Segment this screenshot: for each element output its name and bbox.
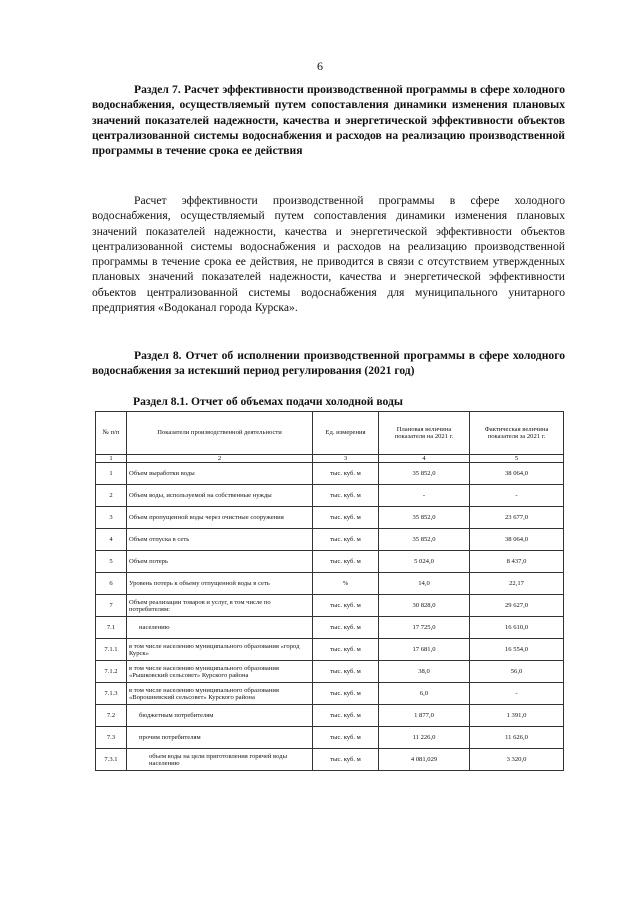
row-plan-value: 38,0: [379, 661, 470, 683]
table-row: [96, 617, 564, 639]
table-row: [96, 727, 564, 749]
row-plan-value: 6,0: [379, 683, 470, 705]
section-7-title: Раздел 7. Расчет эффективности производственной программы в сфере холодного водоснабжения, осуществляемый путем сопоставления динамики изменения плановых значений показателей надежности, качества и энергетической эффективности объектов централизованной системы водоснабжения и расходов на реализацию производственной программы в течение срока ее действия: [92, 83, 565, 158]
row-unit: тыс. куб. м: [313, 551, 379, 573]
column-number: 1: [96, 455, 127, 463]
row-plan-value: 4 081,029: [379, 749, 470, 771]
row-indicator: Объем пропущенной воды через очистные сооружения: [127, 507, 313, 529]
row-indicator: Объем отпуска в сеть: [127, 529, 313, 551]
row-unit: тыс. куб. м: [313, 661, 379, 683]
table-row: [96, 551, 564, 573]
section-8-title: Раздел 8. Отчет об исполнении производственной программы в сфере холодного водоснабжения за истекший период регулирования (2021 год): [92, 349, 565, 378]
row-number: 7.1.2: [96, 661, 127, 683]
row-plan-value: 14,0: [379, 573, 470, 595]
table-row: [96, 595, 564, 617]
row-fact-value: 11 626,0: [470, 727, 564, 749]
row-fact-value: 16 554,0: [470, 639, 564, 661]
row-indicator: бюджетным потребителям: [127, 705, 313, 727]
table-row: [96, 639, 564, 661]
header-fact: Фактическая величина показателя за 2021 г.: [470, 412, 564, 455]
row-fact-value: 16 610,0: [470, 617, 564, 639]
row-fact-value: 22,17: [470, 573, 564, 595]
row-unit: тыс. куб. м: [313, 749, 379, 771]
row-unit: тыс. куб. м: [313, 463, 379, 485]
row-indicator: объем воды на цели приготовления горячей воды населению: [127, 749, 313, 771]
row-number: 7: [96, 595, 127, 617]
column-number: 5: [470, 455, 564, 463]
row-plan-value: 35 852,0: [379, 507, 470, 529]
row-unit: тыс. куб. м: [313, 727, 379, 749]
row-plan-value: 35 852,0: [379, 463, 470, 485]
row-indicator: прочим потребителям: [127, 727, 313, 749]
table-header-row: [96, 412, 564, 455]
row-number: 5: [96, 551, 127, 573]
row-number: 7.1.1: [96, 639, 127, 661]
row-plan-value: 35 852,0: [379, 529, 470, 551]
column-number: 2: [127, 455, 313, 463]
table-row: [96, 573, 564, 595]
row-plan-value: 17 681,0: [379, 639, 470, 661]
table-row: [96, 661, 564, 683]
section-7-paragraph: Расчет эффективности производственной программы в сфере холодного водоснабжения, осуществляемый путем сопоставления динамики изменения плановых значений показателей надежности, качества и энергетической эффективности объектов централизованной системы водоснабжения и расходов на реализацию производственной программы в течение срока ее действия, не приводится в связи с отсутствием утвержденных плановых значений показателей надежности, качества и энергетической эффективности объектов централизованной системы водоснабжения для муниципального унитарного предприятия «Водоканал города Курска».: [92, 194, 565, 315]
section-8-1-title: Раздел 8.1. Отчет об объемах подачи холодной воды: [133, 395, 403, 408]
row-fact-value: 8 437,0: [470, 551, 564, 573]
table-row: [96, 749, 564, 771]
row-indicator: Объем воды, используемой на собственные нужды: [127, 485, 313, 507]
row-unit: тыс. куб. м: [313, 705, 379, 727]
row-fact-value: 3 320,0: [470, 749, 564, 771]
row-indicator: в том числе населению муниципального образования «город Курск»: [127, 639, 313, 661]
column-number: 3: [313, 455, 379, 463]
row-indicator: Объем выработки воды: [127, 463, 313, 485]
row-number: 7.2: [96, 705, 127, 727]
row-number: 6: [96, 573, 127, 595]
row-number: 1: [96, 463, 127, 485]
page-number: 6: [317, 59, 323, 73]
row-number: 7.1.3: [96, 683, 127, 705]
column-number-row: [96, 455, 564, 463]
table-row: [96, 463, 564, 485]
row-number: 7.3.1: [96, 749, 127, 771]
row-fact-value: 38 064,0: [470, 463, 564, 485]
row-fact-value: 1 391,0: [470, 705, 564, 727]
row-plan-value: 5 024,0: [379, 551, 470, 573]
row-fact-value: 38 064,0: [470, 529, 564, 551]
row-unit: тыс. куб. м: [313, 617, 379, 639]
row-number: 3: [96, 507, 127, 529]
row-indicator: Объем реализации товаров и услуг, в том числе по потребителям:: [127, 595, 313, 617]
header-indicator: Показатели производственной деятельности: [127, 412, 313, 455]
row-plan-value: 11 226,0: [379, 727, 470, 749]
row-fact-value: -: [470, 485, 564, 507]
row-plan-value: 30 828,0: [379, 595, 470, 617]
row-unit: тыс. куб. м: [313, 485, 379, 507]
row-fact-value: 56,0: [470, 661, 564, 683]
table-row: [96, 683, 564, 705]
header-number: № п/п: [96, 412, 127, 455]
water-supply-table: [95, 411, 564, 771]
row-unit: %: [313, 573, 379, 595]
table-row: [96, 529, 564, 551]
row-number: 2: [96, 485, 127, 507]
header-unit: Ед. измерения: [313, 412, 379, 455]
row-unit: тыс. куб. м: [313, 639, 379, 661]
row-number: 7.1: [96, 617, 127, 639]
row-fact-value: -: [470, 683, 564, 705]
row-plan-value: 1 877,0: [379, 705, 470, 727]
header-plan: Плановая величина показателя на 2021 г.: [379, 412, 470, 455]
row-indicator: Объем потерь: [127, 551, 313, 573]
row-fact-value: 29 627,0: [470, 595, 564, 617]
row-indicator: в том числе населению муниципального образования «Рышковский сельсовет» Курского района: [127, 661, 313, 683]
row-fact-value: 23 677,0: [470, 507, 564, 529]
row-unit: тыс. куб. м: [313, 507, 379, 529]
row-number: 4: [96, 529, 127, 551]
row-plan-value: 17 725,0: [379, 617, 470, 639]
row-unit: тыс. куб. м: [313, 529, 379, 551]
row-plan-value: -: [379, 485, 470, 507]
column-number: 4: [379, 455, 470, 463]
row-unit: тыс. куб. м: [313, 683, 379, 705]
row-indicator: населению: [127, 617, 313, 639]
table-row: [96, 507, 564, 529]
table-row: [96, 705, 564, 727]
row-unit: тыс. куб. м: [313, 595, 379, 617]
row-indicator: Уровень потерь к объему отпущенной воды в сеть: [127, 573, 313, 595]
table-row: [96, 485, 564, 507]
row-number: 7.3: [96, 727, 127, 749]
row-indicator: в том числе населению муниципального образования «Ворошневский сельсовет» Курского района: [127, 683, 313, 705]
